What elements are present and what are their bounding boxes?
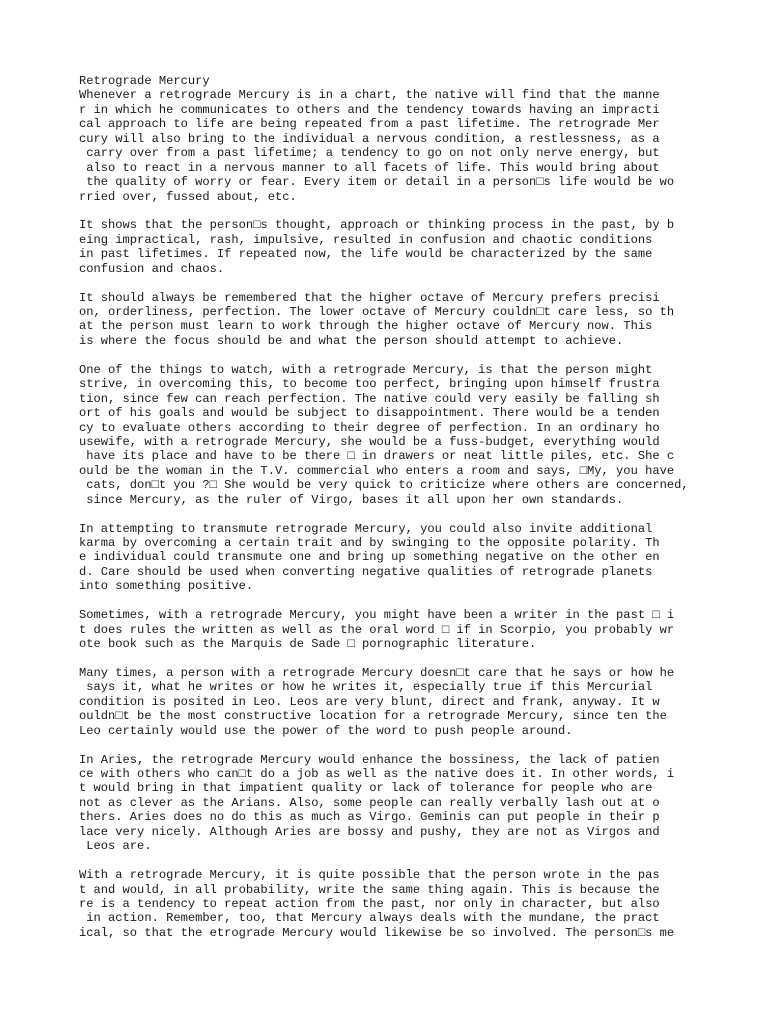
text-line: eing impractical, rash, impulsive, resulted in confusion and chaotic conditions: [79, 232, 653, 247]
text-line: cy to evaluate others according to their degree of perfection. In an ordinary ho: [79, 420, 660, 435]
text-line: the quality of worry or fear. Every item or detail in a person□s life would be wo: [79, 175, 675, 190]
paragraph: [79, 522, 739, 594]
paragraph: [79, 218, 739, 276]
text-line: cury will also bring to the individual a nervous condition, a restlessness, as a: [79, 131, 660, 146]
text-line: Leos are.: [79, 839, 152, 854]
paragraph: [79, 608, 739, 651]
text-line: ical, so that the etrograde Mercury would likewise be so involved. The person□s me: [79, 925, 675, 940]
text-line: e individual could transmute one and bring up something negative on the other en: [79, 550, 660, 565]
text-line: One of the things to watch, with a retrograde Mercury, is that the person might: [79, 362, 653, 377]
text-line: lace very nicely. Although Aries are bossy and pushy, they are not as Virgos and: [79, 824, 660, 839]
text-line: karma by overcoming a certain trait and by swinging to the opposite polarity. Th: [79, 536, 660, 550]
text-line: t does rules the written as well as the oral word □ if in Scorpio, you probably wr: [79, 622, 675, 637]
text-line: It should always be remembered that the higher octave of Mercury prefers precisi: [79, 290, 660, 305]
text-line: strive, in overcoming this, to become too perfect, bringing upon himself frustra: [79, 377, 660, 392]
text-line: rried over, fussed about, etc.: [79, 189, 297, 204]
text-line: Sometimes, with a retrograde Mercury, you might have been a writer in the past □ i: [79, 608, 675, 623]
text-line: ce with others who can□t do a job as well as the native does it. In other words, i: [79, 767, 675, 781]
text-line: have its place and have to be there □ in drawers or neat little piles, etc. She c: [79, 449, 675, 464]
text-line: into something positive.: [79, 579, 254, 594]
text-line: In attempting to transmute retrograde Mercury, you could also invite additional: [79, 521, 653, 536]
text-line: not as clever as the Arians. Also, some people can really verbally lash out at o: [79, 795, 660, 810]
text-line: It shows that the person□s thought, approach or thinking process in the past, by b: [79, 218, 675, 233]
text-line: t would bring in that impatient quality or lack of tolerance for people who are: [79, 781, 653, 796]
text-line: since Mercury, as the ruler of Virgo, bases it all upon her own standards.: [79, 492, 624, 507]
text-line: cal approach to life are being repeated from a past lifetime. The retrograde Mer: [79, 117, 660, 132]
text-line: cats, don□t you ?□ She would be very quick to criticize where others are concerned,: [79, 478, 689, 493]
text-line: on, orderliness, perfection. The lower octave of Mercury couldn□t care less, so th: [79, 305, 675, 319]
text-line: in past lifetimes. If repeated now, the life would be characterized by the same: [79, 247, 653, 262]
text-line: Whenever a retrograde Mercury is in a chart, the native will find that the manne: [79, 88, 660, 103]
paragraph: [79, 666, 739, 738]
text-line: ouldn□t be the most constructive location for a retrograde Mercury, since ten the: [79, 709, 667, 724]
text-line: Many times, a person with a retrograde Mercury doesn□t care that he says or how he: [79, 665, 675, 680]
document-title: Retrograde Mercury: [79, 74, 210, 88]
text-line: also to react in a nervous manner to all facets of life. This would bring about: [79, 160, 660, 175]
text-line: is where the focus should be and what the person should attempt to achieve.: [79, 333, 624, 348]
paragraph: [79, 753, 739, 854]
paragraph: [79, 88, 739, 204]
text-line: In Aries, the retrograde Mercury would enhance the bossiness, the lack of patien: [79, 752, 660, 767]
text-line: confusion and chaos.: [79, 261, 225, 276]
text-line: condition is posited in Leo. Leos are very blunt, direct and frank, anyway. It w: [79, 694, 660, 709]
text-line: With a retrograde Mercury, it is quite possible that the person wrote in the pas: [79, 868, 660, 883]
text-line: thers. Aries does no do this as much as Virgo. Geminis can put people in their p: [79, 810, 660, 825]
document-body: [79, 88, 739, 940]
text-line: in action. Remember, too, that Mercury always deals with the mundane, the pract: [79, 911, 660, 926]
text-line: says it, what he writes or how he writes it, especially true if this Mercurial: [79, 680, 653, 695]
text-line: ort of his goals and would be subject to disappointment. There would be a tenden: [79, 406, 660, 421]
text-line: tion, since few can reach perfection. The native could very easily be falling sh: [79, 391, 660, 406]
text-line: d. Care should be used when converting negative qualities of retrograde planets: [79, 564, 653, 579]
text-line: ould be the woman in the T.V. commercial who enters a room and says, □My, you have: [79, 463, 675, 478]
text-line: re is a tendency to repeat action from the past, nor only in character, but also: [79, 896, 660, 911]
document-page: [79, 74, 739, 955]
text-line: at the person must learn to work through the higher octave of Mercury now. This: [79, 319, 653, 334]
text-line: t and would, in all probability, write the same thing again. This is because the: [79, 882, 660, 897]
paragraph: [79, 868, 739, 940]
text-line: ote book such as the Marquis de Sade □ pornographic literature.: [79, 637, 537, 652]
text-line: r in which he communicates to others and the tendency towards having an impracti: [79, 102, 660, 117]
paragraph: [79, 291, 739, 349]
text-line: Leo certainly would use the power of the word to push people around.: [79, 723, 573, 738]
text-line: usewife, with a retrograde Mercury, she would be a fuss-budget, everything would: [79, 434, 660, 449]
text-line: carry over from a past lifetime; a tendency to go on not only nerve energy, but: [79, 146, 660, 161]
paragraph: [79, 363, 739, 507]
